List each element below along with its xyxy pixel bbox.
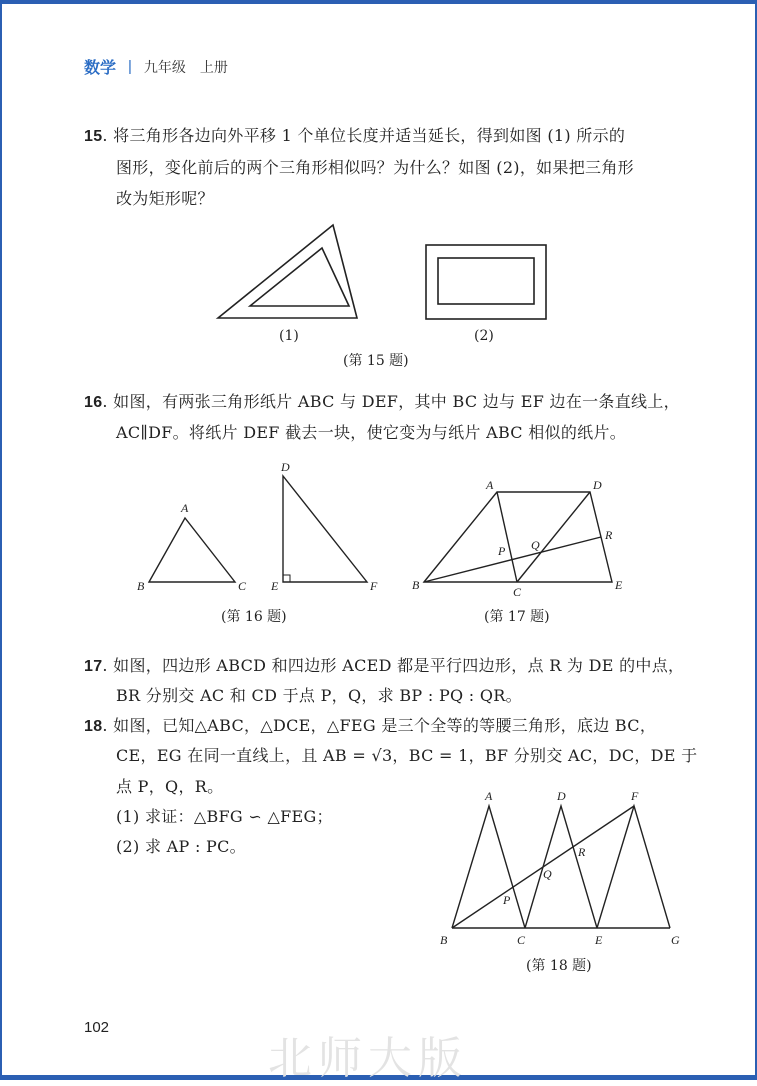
q17-label-d: D (593, 478, 602, 492)
q17-line2: BR 分别交 AC 和 CD 于点 P，Q，求 BP : PQ : QR。 (116, 686, 522, 705)
q16-caption: (第 16 题) (221, 609, 287, 625)
q17-figure (410, 475, 635, 605)
page-frame-top (0, 0, 757, 4)
q18-label-c: C (517, 933, 526, 947)
page-header (84, 55, 228, 78)
q17-label-a: A (486, 478, 494, 492)
q18-figure (436, 786, 686, 946)
q17-label-b: B (412, 578, 420, 592)
q18-label-a: A (485, 789, 493, 803)
q15-fig2-label: (2) (474, 328, 494, 344)
q18-number: 18 (84, 718, 103, 735)
q18-text-1: . 如图，已知△ABC，△DCE，△FEG 是三个全等的等腰三角形，底边 BC， (102, 716, 657, 735)
q18-label-f: F (631, 789, 639, 803)
q18-label-p: P (503, 893, 511, 907)
q18-line1 (84, 713, 656, 736)
q16-label-a: A (181, 501, 189, 515)
q18-label-b: B (440, 933, 448, 947)
q18-line2: CE，EG 在同一直线上，且 AB = √3，BC = 1，BF 分别交 AC，DC，DE 于 (116, 746, 698, 765)
publisher-watermark: 北师大版 (268, 1033, 468, 1084)
page-number: 102 (84, 1019, 110, 1036)
q15-line3: 改为矩形呢？ (116, 189, 214, 208)
q16-text-1: . 如图，有两张三角形纸片 ABC 与 DEF，其中 BC 边与 EF 边在一条直线上， (102, 392, 680, 411)
q18-line3: 点 P，Q，R。 (116, 777, 224, 796)
q16-label-f: F (370, 579, 378, 593)
q16-line1 (84, 389, 680, 412)
q16-number: 16 (84, 394, 103, 411)
q15-number: 15 (84, 128, 103, 145)
header-grade: 九年级 上册 (143, 59, 228, 76)
q15-caption: (第 15 题) (343, 353, 409, 369)
q17-line1 (84, 653, 684, 676)
q15-fig1-label: (1) (279, 328, 299, 344)
q15-line2: 图形，变化前后的两个三角形相似吗？为什么？如图 (2)，如果把三角形 (116, 158, 634, 177)
q18-label-e: E (595, 933, 603, 947)
q18-caption: (第 18 题) (526, 958, 592, 974)
header-separator: | (128, 58, 132, 75)
q18-label-r: R (578, 845, 586, 859)
q16-label-e: E (271, 579, 279, 593)
q17-caption: (第 17 题) (484, 609, 550, 625)
q17-label-q: Q (531, 538, 540, 552)
q15-text-1: . 将三角形各边向外平移 1 个单位长度并适当延长，得到如图 (1) 所示的 (102, 126, 626, 145)
q15-figure-2 (424, 243, 549, 323)
q18-label-g: G (671, 933, 680, 947)
q18-label-d: D (557, 789, 566, 803)
q16-label-b: B (137, 579, 145, 593)
q17-label-p: P (498, 544, 506, 558)
q16-label-d: D (281, 460, 290, 474)
q18-part2: (2) 求 AP : PC。 (116, 837, 246, 856)
q16-figure (135, 460, 395, 600)
q17-label-r: R (605, 528, 613, 542)
q17-number: 17 (84, 658, 103, 675)
q16-line2: AC∥DF。将纸片 DEF 截去一块，使它变为与纸片 ABC 相似的纸片。 (116, 423, 627, 442)
q17-label-e: E (615, 578, 623, 592)
q18-part1: (1) 求证：△BFG ∽ △FEG； (116, 807, 333, 826)
q17-text-1: . 如图，四边形 ABCD 和四边形 ACED 都是平行四边形，点 R 为 DE 的中点， (102, 656, 685, 675)
q15-line1 (84, 123, 625, 146)
q18-label-q: Q (543, 867, 552, 881)
header-subject: 数学 (84, 58, 117, 77)
q16-label-c: C (238, 579, 247, 593)
page-frame-left (0, 0, 2, 1080)
q15-figure-1 (212, 222, 372, 322)
q17-label-c: C (513, 585, 522, 599)
